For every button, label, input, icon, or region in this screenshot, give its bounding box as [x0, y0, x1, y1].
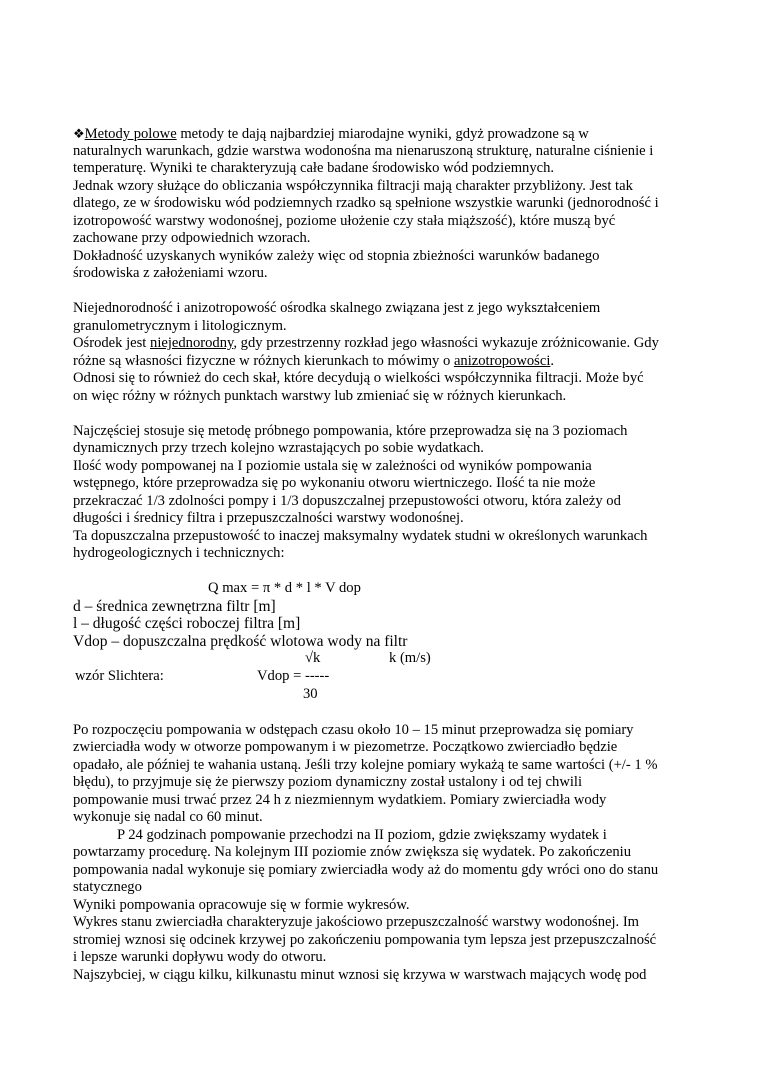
text-line: Wykres stanu zwierciadła charakteryzuje jakościowo przepuszczalność warstwy wodonośnej. Im — [73, 914, 640, 930]
text-line — [73, 353, 693, 371]
text-line: Dokładność uzyskanych wyników zależy więc od stopnia zbieżności warunków badanego — [73, 247, 600, 264]
text-line: środowiska z założeniami wzoru. — [73, 265, 268, 281]
formula-block — [73, 580, 693, 704]
text-line: powtarzamy procedurę. Na kolejnym III poziomie znów zwiększa się wydatek. Po zakończeniu — [73, 844, 632, 860]
text-line: przekraczać 1/3 zdolności pompy i 1/3 dopuszczalnej przepustowości otworu, która zależy od — [73, 492, 621, 509]
text-fragment: metody te dają najbardziej miarodajne wyniki, gdyż prowadzone są w — [176, 126, 589, 142]
paragraph-heterogeneity — [73, 300, 693, 405]
text-line: zwierciadła wody w otworze pompowanym i w piezometrze. Początkowo zwierciadło będzie — [73, 739, 618, 755]
text-line: i lepsze warunki dopływu wody do otworu. — [73, 949, 327, 965]
text-fragment: Ośrodek jest — [73, 335, 151, 351]
definition-d: d – średnica zewnętrzna filtr [m] — [73, 597, 276, 615]
text-line: Odnosi się to również do cech skał, które decydują o wielkości współczynnika filtracji. Może być — [73, 370, 644, 386]
term-field-methods: Metody polowe — [84, 126, 177, 142]
text-line: granulometrycznym i litologicznym. — [73, 317, 287, 334]
formula-vdop-equals: Vdop = ----- — [257, 668, 330, 684]
text-line: izotropowość warstwy wodonośnej, poziome ułożenie czy stała miąższość), które muszą być — [73, 212, 616, 229]
text-line: hydrogeologicznych i technicznych: — [73, 545, 285, 561]
text-line: Najczęściej stosuje się metodę próbnego pompowania, które przeprowadza się na 3 poziomach — [73, 422, 628, 439]
paragraph-field-methods — [73, 125, 693, 283]
text-line: Jednak wzory służące do obliczania współczynnika filtracji mają charakter przybliżony. Jest tak — [73, 177, 633, 194]
text-line: Niejednorodność i anizotropowość ośrodka skalnego związana jest z jego wykształceniem — [73, 300, 601, 316]
text-fragment: , gdy przestrzenny rozkład jego własności wykazuje zróżnicowanie. Gdy — [233, 335, 659, 351]
formula-qmax: Q max = π * d * l * V dop — [208, 580, 361, 596]
text-line: Wyniki pompowania opracowuje się w formie wykresów. — [73, 896, 410, 913]
text-line: temperaturę. Wyniki te charakteryzują całe badane środowisko wód podziemnych. — [73, 160, 555, 176]
paragraph-gap — [73, 283, 693, 301]
text-line: Najszybciej, w ciągu kilku, kilkunastu minut wznosi się krzywa w warstwach mających wodę pod — [73, 966, 647, 983]
text-line: stromiej wznosi się odcinek krzywej po zakończeniu pompowania tym lepsza jest przepuszczalność — [73, 931, 657, 948]
text-line: dynamicznych przy trzech kolejno wzrastających po sobie wydatkach. — [73, 440, 484, 456]
text-line: wstępnego, które przeprowadza się po wykonaniu otworu wiertniczego. Ilość ta nie może — [73, 475, 596, 491]
formula-k-unit: k (m/s) — [389, 650, 431, 666]
paragraph-gap — [73, 405, 693, 423]
text-line — [73, 335, 693, 353]
text-line: statycznego — [73, 879, 142, 895]
text-line: dlatego, ze w środowisku wód podziemnych rzadko są spełnione wszystkie warunki (jednorodność i — [73, 195, 659, 211]
text-fragment: . — [550, 352, 555, 369]
text-line: zachowane przy odpowiednich wzorach. — [73, 230, 311, 246]
text-line: naturalnych warunkach, gdzie warstwa wodonośna ma nienaruszoną strukturę, naturalne ciśnienie i — [73, 142, 654, 159]
text-line — [73, 125, 693, 143]
diamond-bullet-icon: ❖ — [73, 126, 85, 141]
term-anisotropy: anizotropowości — [453, 352, 551, 369]
document-page — [73, 125, 693, 984]
definition-l: l – długość części roboczej filtra [m] — [73, 615, 301, 632]
text-line: błędu), to przyjmuje się że pierwszy poziom dynamiczny został ustalony i od tej chwili — [73, 774, 583, 790]
paragraph-gap — [73, 563, 693, 581]
formula-sqrt-k: √k — [305, 650, 321, 666]
text-line: Ilość wody pompowanej na I poziomie ustala się w zależności od wyników pompowania — [73, 457, 592, 474]
text-fragment: różne są własności fizyczne w różnych kierunkach to mówimy o — [73, 352, 454, 369]
text-line: opadało, ale później te wahania ustaną. Jeśli trzy kolejne pomiary wykażą te same wartości (+/- 1 % — [73, 756, 658, 773]
slichter-label: wzór Slichtera: — [75, 668, 164, 684]
formula-denominator: 30 — [303, 686, 318, 702]
definition-vdop: Vdop – dopuszczalna prędkość wlotowa wody na filtr — [73, 632, 408, 650]
text-line: długości i średnicy filtra i przepuszczalności warstwy wodonośnej. — [73, 510, 464, 526]
paragraph-pumping-procedure — [73, 722, 693, 985]
text-line: wykonuje się nadal co 60 minut. — [73, 809, 263, 825]
paragraph-gap — [73, 704, 693, 722]
paragraph-pumping-test — [73, 423, 693, 563]
slichter-formula — [73, 650, 693, 704]
text-line: on więc różny w różnych punktach warstwy lub zmieniać się w różnych kierunkach. — [73, 387, 567, 404]
text-line: Ta dopuszczalna przepustowość to inaczej maksymalny wydatek studni w określonych warunkach — [73, 527, 648, 544]
text-line: pompowania nadal wykonuje się pomiary zwierciadła wody aż do momentu gdy wróci ono do stanu — [73, 861, 659, 878]
text-line: pompowanie musi trwać przez 24 h z niezmiennym wydatkiem. Pomiary zwierciadła wody — [73, 791, 607, 808]
text-line: P 24 godzinach pompowanie przechodzi na II poziom, gdzie zwiększamy wydatek i — [117, 826, 607, 843]
text-line: Po rozpoczęciu pompowania w odstępach czasu około 10 – 15 minut przeprowadza się pomiary — [73, 721, 634, 738]
term-heterogeneous: niejednorodny — [150, 335, 234, 351]
